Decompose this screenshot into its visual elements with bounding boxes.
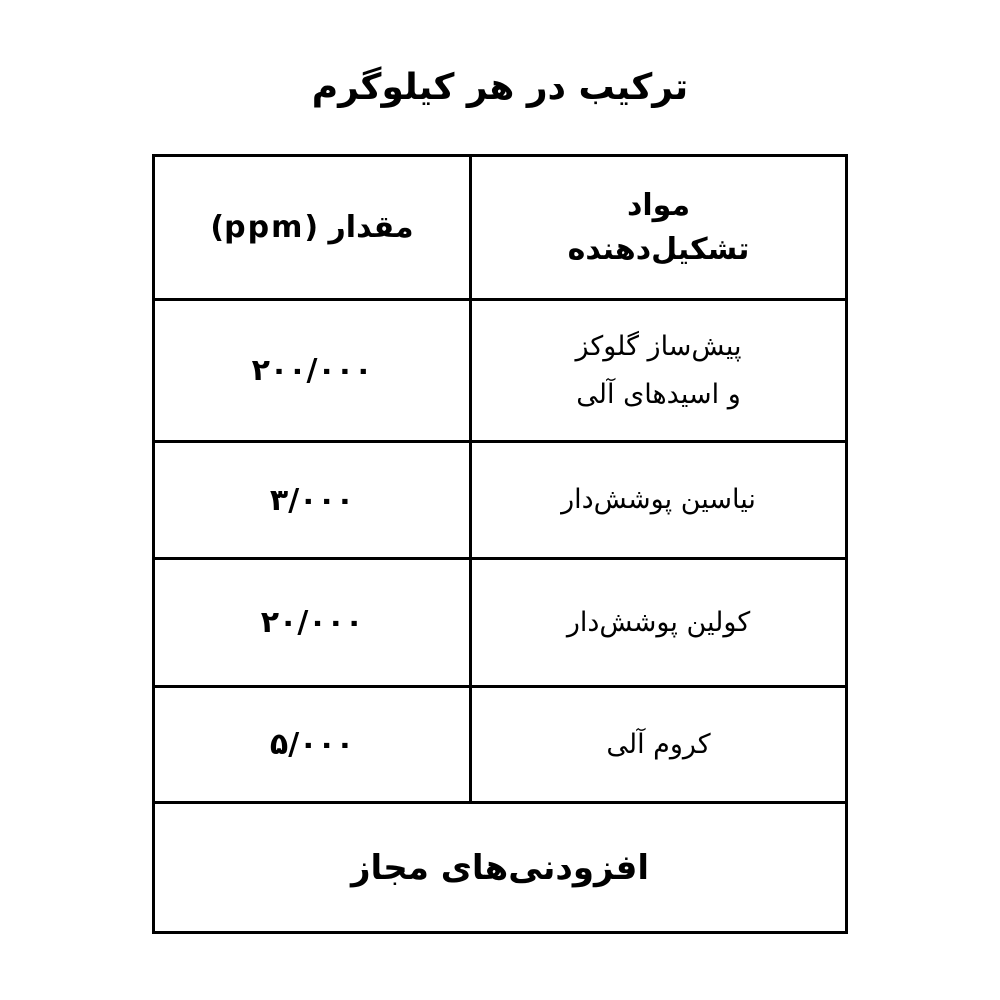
amount-value: ۲۰/۰۰۰ <box>260 605 364 640</box>
ingredient-label: پیش‌ساز گلوکز و اسیدهای آلی <box>575 330 742 410</box>
footer-label: افزودنی‌های مجاز <box>350 847 650 888</box>
ingredient-label: کولین پوشش‌دار <box>566 606 751 638</box>
ingredient-cell <box>472 560 845 685</box>
amount-cell <box>155 301 472 440</box>
table-row <box>155 443 845 560</box>
amount-value: ۵/۰۰۰ <box>269 727 355 762</box>
table-header-row <box>155 157 845 301</box>
table-footer-row <box>155 804 845 931</box>
amount-cell <box>155 443 472 557</box>
composition-table <box>152 154 848 934</box>
amount-value: ۳/۰۰۰ <box>269 482 355 518</box>
table-row <box>155 301 845 443</box>
amount-value: ۲۰۰/۰۰۰ <box>251 353 373 388</box>
ingredient-label: نیاسین پوشش‌دار <box>561 484 756 515</box>
ingredient-cell <box>472 301 845 440</box>
header-amount-label: مقدار (ppm) <box>210 209 414 245</box>
table-row <box>155 688 845 804</box>
header-ingredient <box>472 157 845 298</box>
amount-cell <box>155 560 472 685</box>
ingredient-cell <box>472 688 845 801</box>
ingredient-cell <box>472 443 845 557</box>
amount-cell <box>155 688 472 801</box>
header-ingredient-label: مواد تشکیل‌دهنده <box>567 187 750 267</box>
table-row <box>155 560 845 688</box>
page-title: ترکیب در هر کیلوگرم <box>311 67 689 108</box>
header-amount <box>155 157 472 298</box>
ingredient-label: کروم آلی <box>606 728 711 760</box>
